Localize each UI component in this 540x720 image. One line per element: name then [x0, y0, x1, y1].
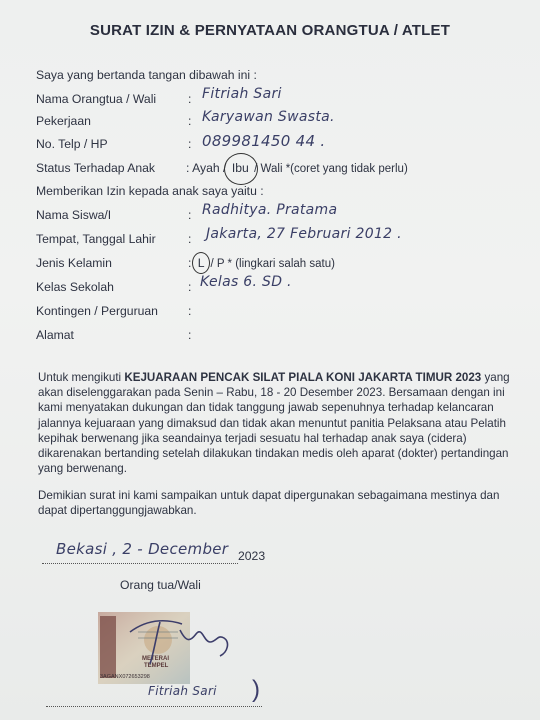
stamp-label1: METERAI [142, 656, 169, 662]
job-value: Karyawan Swasta. [202, 109, 335, 125]
letter-title: SURAT IZIN & PERNYATAAN ORANGTUA / ATLET [89, 22, 451, 39]
child-name-value: Radhitya. Pratama [202, 202, 338, 218]
colon: : [188, 304, 192, 318]
job-label: Pekerjaan [36, 114, 91, 128]
parent-name-value: Fitriah Sari [202, 86, 282, 102]
body-paragraph [38, 370, 518, 476]
colon: : [188, 208, 192, 222]
status-prefix: : Ayah / [186, 161, 227, 175]
status-selected [230, 161, 254, 175]
colon: : [188, 280, 192, 294]
signature-scribble [120, 612, 260, 672]
intro-line: Saya yang bertanda tangan dibawah ini : [36, 68, 257, 82]
gender-circle [192, 252, 210, 274]
closing-paragraph: Demikian surat ini kami sampaikan untuk dapat dipergunakan sebagaimana mestinya dan dapat dipertanggungjawabkan. [38, 489, 500, 518]
gender-prefix: : [188, 256, 192, 270]
signature-name: Fitriah Sari [148, 684, 217, 698]
date-year: 2023 [238, 549, 266, 563]
status-label: Status Terhadap Anak [36, 161, 156, 175]
body-rest: yang akan diselenggarakan pada Senin – Rabu, 18 - 20 Desember 2023. Bersamaan dengan ini kami menyatakan dukungan dan tidak tanggung jawab sepenuhnya terhadap kelancaran jalannya kejuaraan yang dimaksud dan tidak akan menuntut panitia Pelaksana atau Pelatih kepihak berwenang jika seandainya terjadi sesuatu hal terhadap anak saya (cidera) dikarenakan bertanding setelah dilakukan tindakan medis oleh aparat (dokter) pertandingan yang berwenang. [38, 371, 510, 476]
status-suffix: / Wali *(coret yang tidak perlu) [254, 163, 408, 175]
colon: : [188, 232, 192, 246]
status-selected-text: Ibu [231, 161, 249, 175]
colon: : [188, 137, 192, 151]
signature-dotted-line [46, 706, 262, 707]
child-name-label: Nama Siswa/I [36, 208, 112, 222]
gender-selected-text: L [197, 256, 205, 270]
birth-value: Jakarta, 27 Februari 2012 . [206, 226, 402, 242]
status-circle [224, 153, 258, 185]
gender-suffix: / P * (lingkari salah satu) [210, 258, 335, 270]
status-options [186, 161, 408, 175]
body-intro: Untuk mengikuti [38, 371, 122, 384]
birth-label: Tempat, Tanggal Lahir [36, 232, 156, 246]
colon: : [188, 328, 192, 342]
signer-label: Orang tua/Wali [120, 578, 201, 592]
gender-label: Jenis Kelamin [36, 256, 112, 270]
event-name: KEJUARAAN PENCAK SILAT PIALA KONI JAKARTA TIMUR 2023 [124, 371, 482, 384]
class-value: Kelas 6. SD . [200, 274, 292, 290]
date-dotted-line [42, 563, 238, 564]
stamp-code: 3AGANX072653298 [100, 674, 150, 680]
class-label: Kelas Sekolah [36, 280, 114, 294]
address-label: Alamat [36, 328, 74, 342]
signature-paren: ) [252, 676, 260, 703]
colon: : [188, 92, 192, 106]
phone-label: No. Telp / HP [36, 137, 108, 151]
gender-selected [195, 256, 211, 270]
stamp-label2: TEMPEL [144, 663, 169, 669]
gender-options [188, 256, 335, 270]
phone-value: 089981450 44 . [202, 132, 326, 150]
permission-line: Memberikan Izin kepada anak saya yaitu : [36, 184, 264, 198]
colon: : [188, 114, 192, 128]
parent-name-label: Nama Orangtua / Wali [36, 92, 157, 106]
contingent-label: Kontingen / Perguruan [36, 304, 158, 318]
place-date-handwritten: Bekasi , 2 - December [56, 540, 229, 558]
